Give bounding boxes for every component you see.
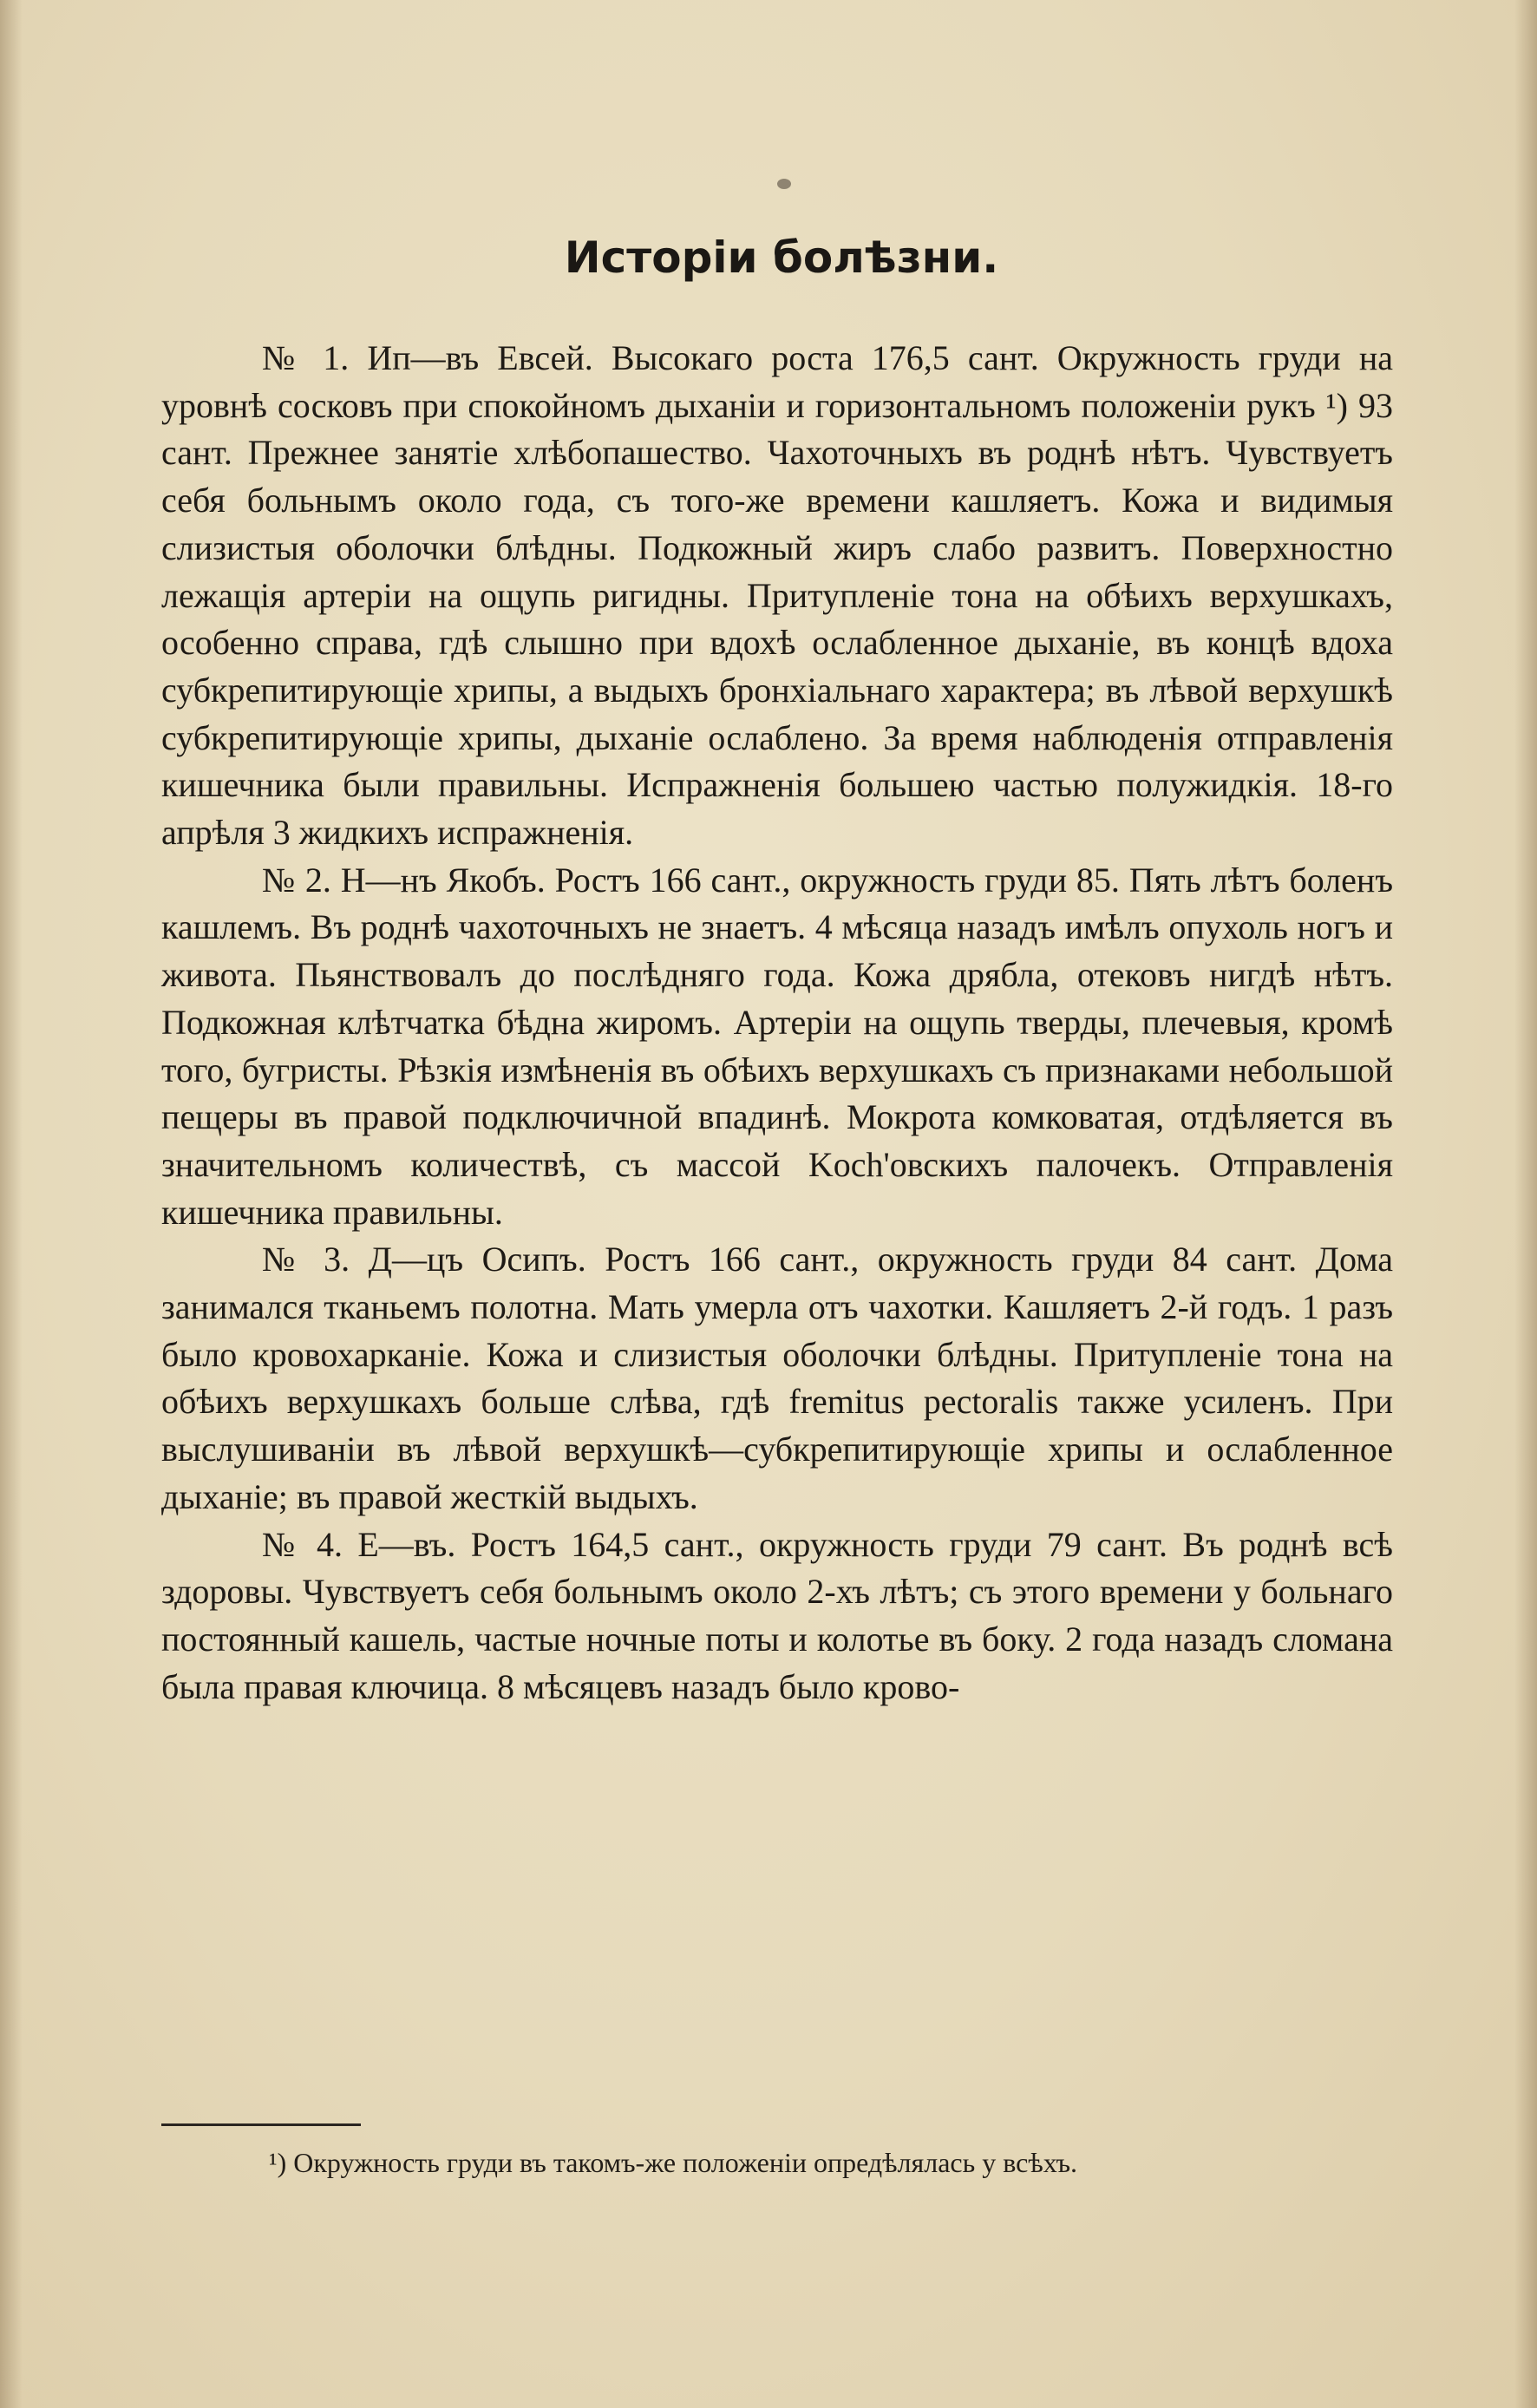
case-histories	[161, 335, 1393, 1711]
footnote: ¹) Окружность груди въ такомъ-же положеніи опредѣлялась у всѣхъ.	[269, 2147, 1078, 2178]
page-edge-shadow-right	[1514, 0, 1537, 2408]
page-title: Исторіи болѣзни.	[564, 232, 999, 283]
case-2-paragraph: № 2. Н—нъ Якобъ. Ростъ 166 сант., окружность груди 85. Пять лѣтъ боленъ кашлемъ. Въ роднѣ чахоточныхъ не знаетъ. 4 мѣсяца назадъ имѣлъ опухоль ногъ и живота. Пьянствовалъ до послѣдняго года. Кожа дрябла, отековъ нигдѣ нѣтъ. Подкожная клѣтчатка бѣдна жиромъ. Артеріи на ощупь тверды, плечевыя, кромѣ того, бугристы. Рѣзкія измѣненія въ обѣихъ верхушкахъ съ признаками небольшой пещеры въ правой подключичной впадинѣ. Мокрота комковатая, отдѣляется въ значительномъ количествѣ, съ массой Koch'овскихъ палочекъ. Отправленія кишечника правильны.	[161, 860, 1393, 1232]
case-1-paragraph: № 1. Ип—въ Евсей. Высокаго роста 176,5 сант. Окружность груди на уровнѣ сосковъ при спокойномъ дыханіи и горизонтальномъ положеніи рукъ ¹) 93 сант. Прежнее занятіе хлѣбопашество. Чахоточныхъ въ роднѣ нѣтъ. Чувствуетъ себя больнымъ около года, съ того-же времени кашляетъ. Кожа и видимыя слизистыя оболочки блѣдны. Подкожный жиръ слабо развитъ. Поверхностно лежащія артеріи на ощупь ригидны. Притупленіе тона на обѣихъ верхушкахъ, особенно справа, гдѣ слышно при вдохѣ ослабленное дыханіе, въ концѣ вдоха субкрепитирующіе хрипы, а выдыхъ бронхіальнаго характера; въ лѣвой верхушкѣ субкрепитирующіе хрипы, дыханіе ослаблено. За время наблюденія отправленія кишечника были правильны. Испражненія большею частью полужидкія. 18-го апрѣля 3 жидкихъ испражненія.	[161, 338, 1393, 853]
page-edge-shadow-left	[0, 0, 23, 2408]
case-3-paragraph: № 3. Д—цъ Осипъ. Ростъ 166 сант., окружность груди 84 сант. Дома занимался тканьемъ полотна. Мать умерла отъ чахотки. Кашляетъ 2-й годъ. 1 разъ было кровохарканіе. Кожа и слизистыя оболочки блѣдны. Притупленіе тона на обѣихъ верхушкахъ больше слѣва, гдѣ fremitus pectoralis также усиленъ. При выслушиваніи въ лѣвой верхушкѣ—субкрепитирующіе хрипы и ослабленное дыханіе; въ правой жесткій выдыхъ.	[161, 1240, 1393, 1516]
case-4-paragraph: № 4. Е—въ. Ростъ 164,5 сант., окружность груди 79 сант. Въ роднѣ всѣ здоровы. Чувствуетъ себя больнымъ около 2-хъ лѣтъ; съ этого времени у больнаго постоянный кашель, частые ночные поты и колотье въ боку. 2 года назадъ сломана была правая ключица. 8 мѣсяцевъ назадъ было крово-	[161, 1524, 1393, 1706]
footnote-divider	[161, 2123, 361, 2126]
ink-spot	[777, 179, 791, 189]
